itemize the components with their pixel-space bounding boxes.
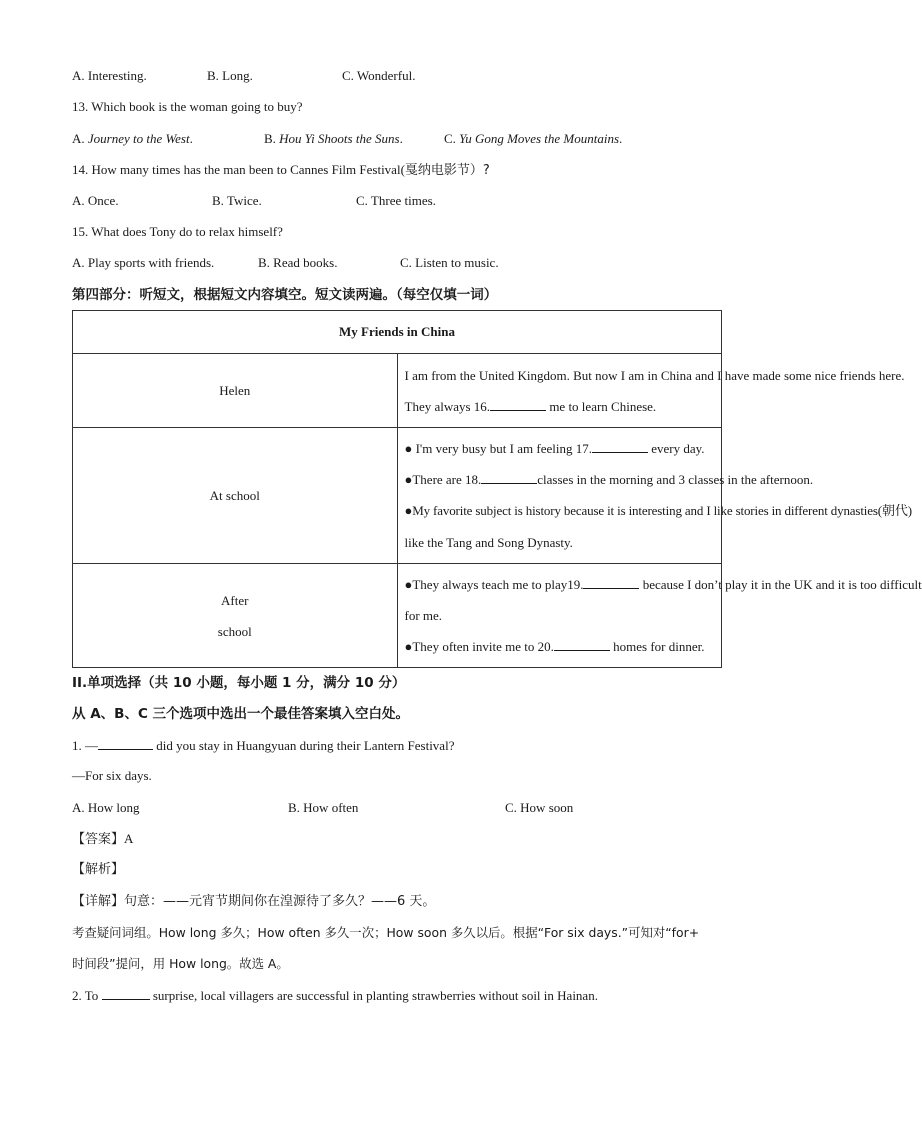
school-bullet-3-text: ●My favorite subject is history because it is interesting and I like stories in different dynasties(: [404, 503, 882, 518]
blank-17-prefix: ● I'm very busy but I am feeling 17.: [404, 441, 592, 456]
after-label-line-2: school: [217, 623, 252, 639]
q2-stem-prefix: 2. To: [72, 988, 102, 1003]
section2-instruction: 从 A、B、C 三个选项中选出一个最佳答案填入空白处。: [72, 706, 410, 722]
blank-16-prefix: They always 16.: [404, 398, 491, 414]
q13-c-prefix: C.: [444, 131, 460, 146]
school-bullet-3: [404, 495, 912, 527]
q12-option-b: B. Long.: [207, 68, 253, 83]
after-label-line-1: After: [221, 592, 249, 608]
q14-stem-text: 14. How many times has the man been to Cannes Film Festival(: [72, 162, 405, 177]
q1-option-a: A. How long: [72, 800, 140, 815]
q1-option-b: B. How often: [288, 800, 359, 815]
answer-label: 【答案】: [72, 832, 125, 847]
after-bullet-1-line-2: for me.: [404, 608, 443, 623]
table-title: My Friends in China: [73, 311, 722, 354]
q13-stem: 13. Which book is the woman going to buy?: [72, 99, 303, 114]
helen-line-2: [405, 391, 715, 422]
q13-option-c: [444, 131, 622, 147]
at-school-cell: [397, 428, 912, 564]
q13-c-title: Yu Gong Moves the Mountains: [459, 131, 620, 146]
answer-value: A: [124, 831, 134, 846]
section2-heading: II.单项选择（共 10 小题，每小题 1 分，满分 10 分）: [72, 675, 406, 691]
q1-stem-suffix: did you stay in Huangyuan during their Lantern Festival?: [153, 738, 455, 753]
q13-option-a: [72, 131, 193, 147]
row-label-after-school: [73, 564, 398, 668]
after-bullet-2: [405, 631, 715, 662]
q2-stem-suffix: surprise, local villagers are successful in planting strawberries without soil in Hainan.: [149, 988, 598, 1003]
q13-a-title: Journey to the West: [87, 131, 190, 146]
after-school-cell: [397, 564, 922, 668]
q1-option-c: C. How soon: [505, 800, 574, 815]
q1-blank[interactable]: [98, 737, 153, 750]
q15-option-b: B. Read books.: [258, 255, 338, 270]
q1-explain-line-1: 考查疑问词组。How long 多久；How often 多久一次；How soon 多久以后。根据“For six days.”可知对“for+: [72, 925, 700, 940]
blank-17[interactable]: [592, 440, 648, 453]
q13-b-suffix: .: [399, 131, 403, 146]
blank-19-prefix: ●They always teach me to play19.: [404, 577, 584, 592]
helen-line-1: I am from the United Kingdom. But now I am in China and I have made some nice friends here.: [404, 367, 905, 383]
q14-stem: [72, 162, 490, 179]
q1-answer: [72, 831, 133, 848]
helen-cell: [397, 354, 905, 428]
q12-option-c: C. Wonderful.: [342, 68, 416, 83]
blank-16-suffix: me to learn Chinese.: [546, 398, 657, 414]
q15-option-c: C. Listen to music.: [400, 255, 499, 270]
q13-b-prefix: B.: [264, 131, 280, 146]
part4-heading: 第四部分：听短文，根据短文内容填空。短文读两遍。（每空仅填一词）: [72, 287, 498, 303]
q1-stem-prefix: 1. —: [72, 738, 98, 753]
q2-stem: [72, 987, 598, 1004]
blank-18-suffix: classes in the morning and 3 classes in the afternoon.: [537, 472, 814, 487]
q14-option-b: B. Twice.: [212, 193, 262, 208]
blank-20-prefix: ●They often invite me to 20.: [404, 639, 554, 654]
school-bullet-3-end: ): [907, 503, 912, 518]
q14-option-c: C. Three times.: [356, 193, 436, 208]
blank-17-suffix: every day.: [647, 441, 705, 456]
q13-a-suffix: .: [189, 131, 193, 146]
detail-text: 句意：——元宵节期间你在湟源待了多久？——6 天。: [124, 894, 436, 909]
blank-19[interactable]: [583, 576, 639, 589]
school-bullet-3-chinese: 朝代: [881, 504, 908, 519]
q15-option-a: A. Play sports with friends.: [72, 255, 215, 270]
q12-option-a: A. Interesting.: [72, 68, 147, 83]
blank-19-suffix: because I don’t play it in the UK and it is too difficult: [639, 577, 922, 592]
q13-c-suffix: .: [619, 131, 623, 146]
q14-stem-end: ）?: [469, 163, 490, 178]
blank-20-suffix: homes for dinner.: [609, 639, 705, 654]
blank-18[interactable]: [481, 471, 537, 484]
q1-reply: —For six days.: [72, 768, 152, 783]
q14-stem-chinese: 戛纳电影节: [404, 163, 470, 178]
school-bullet-1: [405, 433, 715, 464]
friends-in-china-table: [72, 310, 922, 668]
detail-label: 【详解】: [72, 894, 125, 909]
row-label-helen: Helen: [73, 354, 398, 428]
q13-option-b: [264, 131, 403, 147]
q1-stem: [72, 737, 454, 754]
q13-b-title: Hou Yi Shoots the Suns: [279, 131, 400, 146]
q2-blank[interactable]: [102, 987, 150, 1000]
q1-detail: [72, 893, 435, 910]
school-bullet-2: [404, 464, 814, 495]
q1-explain-line-2: 时间段”提问，用 How long。故选 A。: [72, 956, 289, 971]
q13-a-prefix: A.: [72, 131, 88, 146]
blank-18-prefix: ●There are 18.: [404, 472, 482, 487]
blank-20[interactable]: [554, 638, 610, 651]
q14-option-a: A. Once.: [72, 193, 119, 208]
row-label-at-school: At school: [73, 428, 398, 564]
school-bullet-3-line-2: like the Tang and Song Dynasty.: [404, 535, 573, 550]
q1-analysis-label: 【解析】: [72, 862, 125, 877]
q15-stem: 15. What does Tony do to relax himself?: [72, 224, 283, 239]
blank-16[interactable]: [490, 398, 546, 411]
after-bullet-1: [404, 569, 922, 600]
